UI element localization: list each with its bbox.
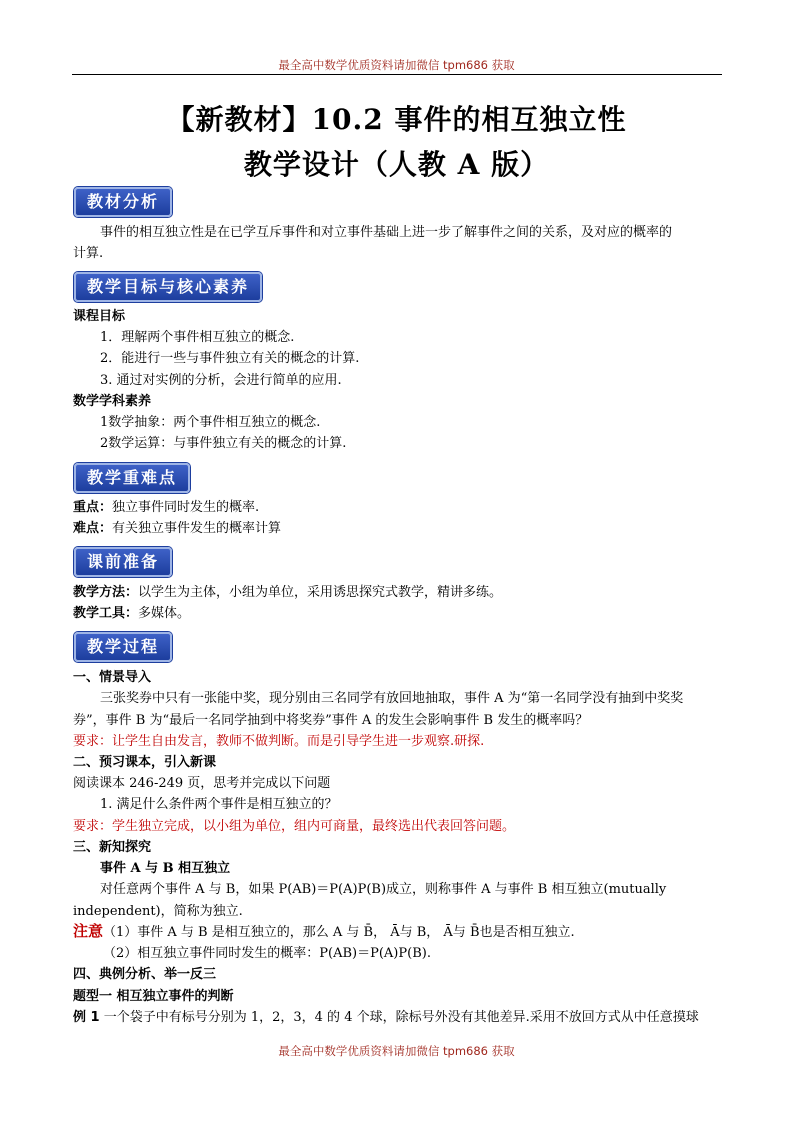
section-badge-analysis: 教材分析 bbox=[74, 187, 172, 217]
key-point-line bbox=[73, 497, 259, 518]
literacy-heading: 数学学科素养 bbox=[73, 394, 152, 409]
key-point-text: 独立事件同时发生的概率. bbox=[112, 500, 260, 515]
method-label: 教学方法： bbox=[73, 585, 139, 600]
process-heading-4: 四、典例分析、举一反三 bbox=[73, 967, 217, 982]
scenario-line-2: 券”，事件 B 为“最后一名同学抽到中将奖券”事件 A 的发生会影响事件 B 发生的概率吗？ bbox=[73, 713, 589, 728]
course-goal-3: 3. 通过对实例的分析，会进行简单的应用. bbox=[100, 373, 342, 388]
header-divider bbox=[72, 74, 722, 75]
document-title: 【新教材】10.2 事件的相互独立性 bbox=[166, 103, 627, 136]
method-line bbox=[73, 582, 502, 603]
difficulty-label: 难点： bbox=[73, 521, 113, 536]
definition-line-2: independent)，简称为独立. bbox=[73, 904, 243, 919]
section-badge-keypoints: 教学重难点 bbox=[74, 463, 190, 493]
note-item-1: （1）事件 A 与 B 是相互独立的，那么 A 与 B̄， Ā与 B， Ā与 B̄也是否相互独立. bbox=[103, 925, 575, 940]
analysis-line-2: 计算. bbox=[73, 246, 104, 261]
requirement-2: 要求：学生独立完成，以小组为单位，组内可商量，最终选出代表回答问题。 bbox=[73, 819, 516, 834]
example-1-text: 一个袋子中有标号分别为 1，2，3，4 的 4 个球，除标号外没有其他差异.采用不放回方式从中任意摸球 bbox=[99, 1010, 699, 1025]
preview-question-1: 1. 满足什么条件两个事件是相互独立的？ bbox=[100, 797, 338, 812]
tool-text: 多媒体。 bbox=[138, 606, 191, 621]
note-item-2: （2）相互独立事件同时发生的概率：P(AB)＝P(A)P(B). bbox=[103, 946, 431, 961]
tool-line bbox=[73, 603, 190, 624]
page-header: 最全高中数学优质资料请加微信 tpm686 获取 bbox=[278, 58, 515, 72]
difficulty-text: 有关独立事件发生的概率计算 bbox=[112, 521, 282, 536]
requirement-1: 要求：让学生自由发言，教师不做判断。而是引导学生进一步观察.研探. bbox=[73, 734, 485, 749]
example-1-label: 例 1 bbox=[73, 1010, 100, 1025]
section-badge-process: 教学过程 bbox=[74, 632, 172, 662]
tool-label: 教学工具： bbox=[73, 606, 139, 621]
analysis-line-1: 事件的相互独立性是在已学互斥事件和对立事件基础上进一步了解事件之间的关系，及对应的概率的 bbox=[100, 225, 673, 240]
course-goals-heading: 课程目标 bbox=[73, 309, 126, 324]
definition-line-1: 对任意两个事件 A 与 B，如果 P(AB)＝P(A)P(B)成立，则称事件 A 与事件 B 相互独立(mutually bbox=[100, 882, 667, 897]
section-badge-goals: 教学目标与核心素养 bbox=[74, 272, 262, 302]
document-subtitle: 教学设计（人教 A 版） bbox=[243, 148, 550, 181]
preview-instruction: 阅读课本 246-249 页，思考并完成以下问题 bbox=[73, 776, 331, 791]
course-goal-2: 2．能进行一些与事件独立有关的概念的计算. bbox=[100, 351, 360, 366]
page-footer: 最全高中数学优质资料请加微信 tpm686 获取 bbox=[278, 1044, 515, 1058]
key-point-label: 重点： bbox=[73, 500, 113, 515]
section-badge-prep: 课前准备 bbox=[74, 547, 172, 577]
problem-type-1: 题型一 相互独立事件的判断 bbox=[73, 989, 234, 1004]
course-goal-1: 1．理解两个事件相互独立的概念. bbox=[100, 330, 295, 345]
method-text: 以学生为主体，小组为单位，采用诱思探究式教学，精讲多练。 bbox=[138, 585, 503, 600]
literacy-item-2: 2数学运算：与事件独立有关的概念的计算. bbox=[100, 436, 347, 451]
example-1-line bbox=[73, 1007, 699, 1028]
difficulty-line bbox=[73, 518, 281, 539]
process-heading-2: 二、预习课本，引入新课 bbox=[73, 755, 217, 770]
literacy-item-1: 1数学抽象：两个事件相互独立的概念. bbox=[100, 415, 321, 430]
scenario-line-1: 三张奖券中只有一张能中奖，现分别由三名同学有放回地抽取，事件 A 为“第一名同学没有抽到中奖奖 bbox=[100, 691, 684, 706]
concept-subheading: 事件 A 与 B 相互独立 bbox=[100, 861, 231, 876]
note-label: 注意 bbox=[73, 922, 104, 940]
process-heading-1: 一、情景导入 bbox=[73, 670, 152, 685]
process-heading-3: 三、新知探究 bbox=[73, 840, 152, 855]
